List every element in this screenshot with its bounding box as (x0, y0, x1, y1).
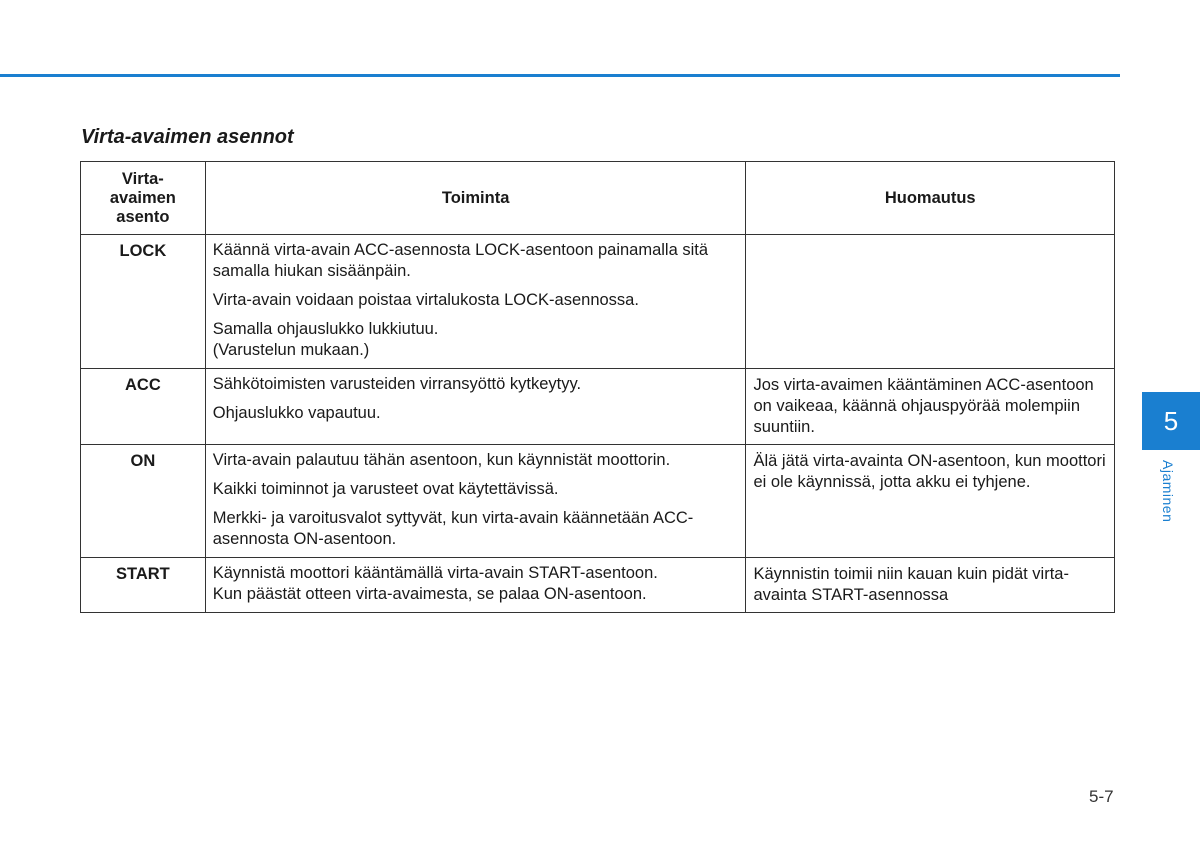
header-position-line-3: asento (116, 207, 170, 226)
chapter-label: Ajaminen (1160, 460, 1176, 523)
table-row-lock (81, 235, 1115, 369)
note-cell-lock (746, 235, 1115, 369)
table-header-row (81, 162, 1115, 235)
function-text: Käännä virta-avain ACC-asennosta LOCK-asentoon painamalla sitä samalla hiukan sisäänpäin. (212, 241, 709, 280)
chapter-number-tab: 5 (1142, 392, 1200, 450)
key-positions-table (80, 161, 1115, 613)
header-position-line-2: avaimen (109, 188, 176, 207)
header-function: Toiminta (205, 162, 746, 235)
function-text: Merkki- ja varoitusvalot syttyvät, kun virta-avain käännetään ACC-asennosta ON-asentoon. (212, 509, 694, 548)
position-key-on: ON (81, 445, 206, 558)
position-key-lock: LOCK (81, 235, 206, 369)
function-text: Virta-avain palautuu tähän asentoon, kun käynnistät moottorin. (212, 451, 671, 469)
position-key-start: START (81, 558, 206, 613)
function-cell-acc (205, 369, 746, 445)
note-text: Käynnistin toimii niin kauan kuin pidät virta-avainta START-asennossa (753, 565, 1069, 604)
header-note: Huomautus (746, 162, 1115, 235)
function-text: Samalla ohjauslukko lukkiutuu. (Varustelun mukaan.) (212, 320, 439, 359)
note-cell-acc (746, 369, 1115, 445)
function-text: Kaikki toiminnot ja varusteet ovat käytettävissä. (212, 480, 559, 498)
section-title: Virta-avaimen asennot (81, 126, 294, 148)
function-cell-start (205, 558, 746, 613)
function-cell-on (205, 445, 746, 558)
table-row-start (81, 558, 1115, 613)
note-text: Älä jätä virta-avainta ON-asentoon, kun moottori ei ole käynnissä, jotta akku ei tyhjene. (753, 452, 1106, 491)
function-cell-lock (205, 235, 746, 369)
header-rule (0, 74, 1120, 77)
table-row-on (81, 445, 1115, 558)
position-key-acc: ACC (81, 369, 206, 445)
function-text: Virta-avain voidaan poistaa virtalukosta LOCK-asennossa. (212, 291, 639, 309)
page-number: 5-7 (1089, 787, 1114, 806)
function-text: Käynnistä moottori kääntämällä virta-avain START-asentoon. Kun päästät otteen virta-avaimesta, se palaa ON-asentoon. (212, 564, 658, 603)
note-cell-start (746, 558, 1115, 613)
table-row-acc (81, 369, 1115, 445)
note-cell-on (746, 445, 1115, 558)
header-position-line-1: Virta- (121, 169, 164, 188)
note-text: Jos virta-avaimen kääntäminen ACC-asentoon on vaikeaa, käännä ohjauspyörää molempiin suuntiin. (753, 376, 1094, 436)
function-text: Ohjauslukko vapautuu. (212, 404, 381, 422)
function-text: Sähkötoimisten varusteiden virransyöttö kytkeytyy. (212, 375, 582, 393)
header-position (81, 162, 206, 235)
